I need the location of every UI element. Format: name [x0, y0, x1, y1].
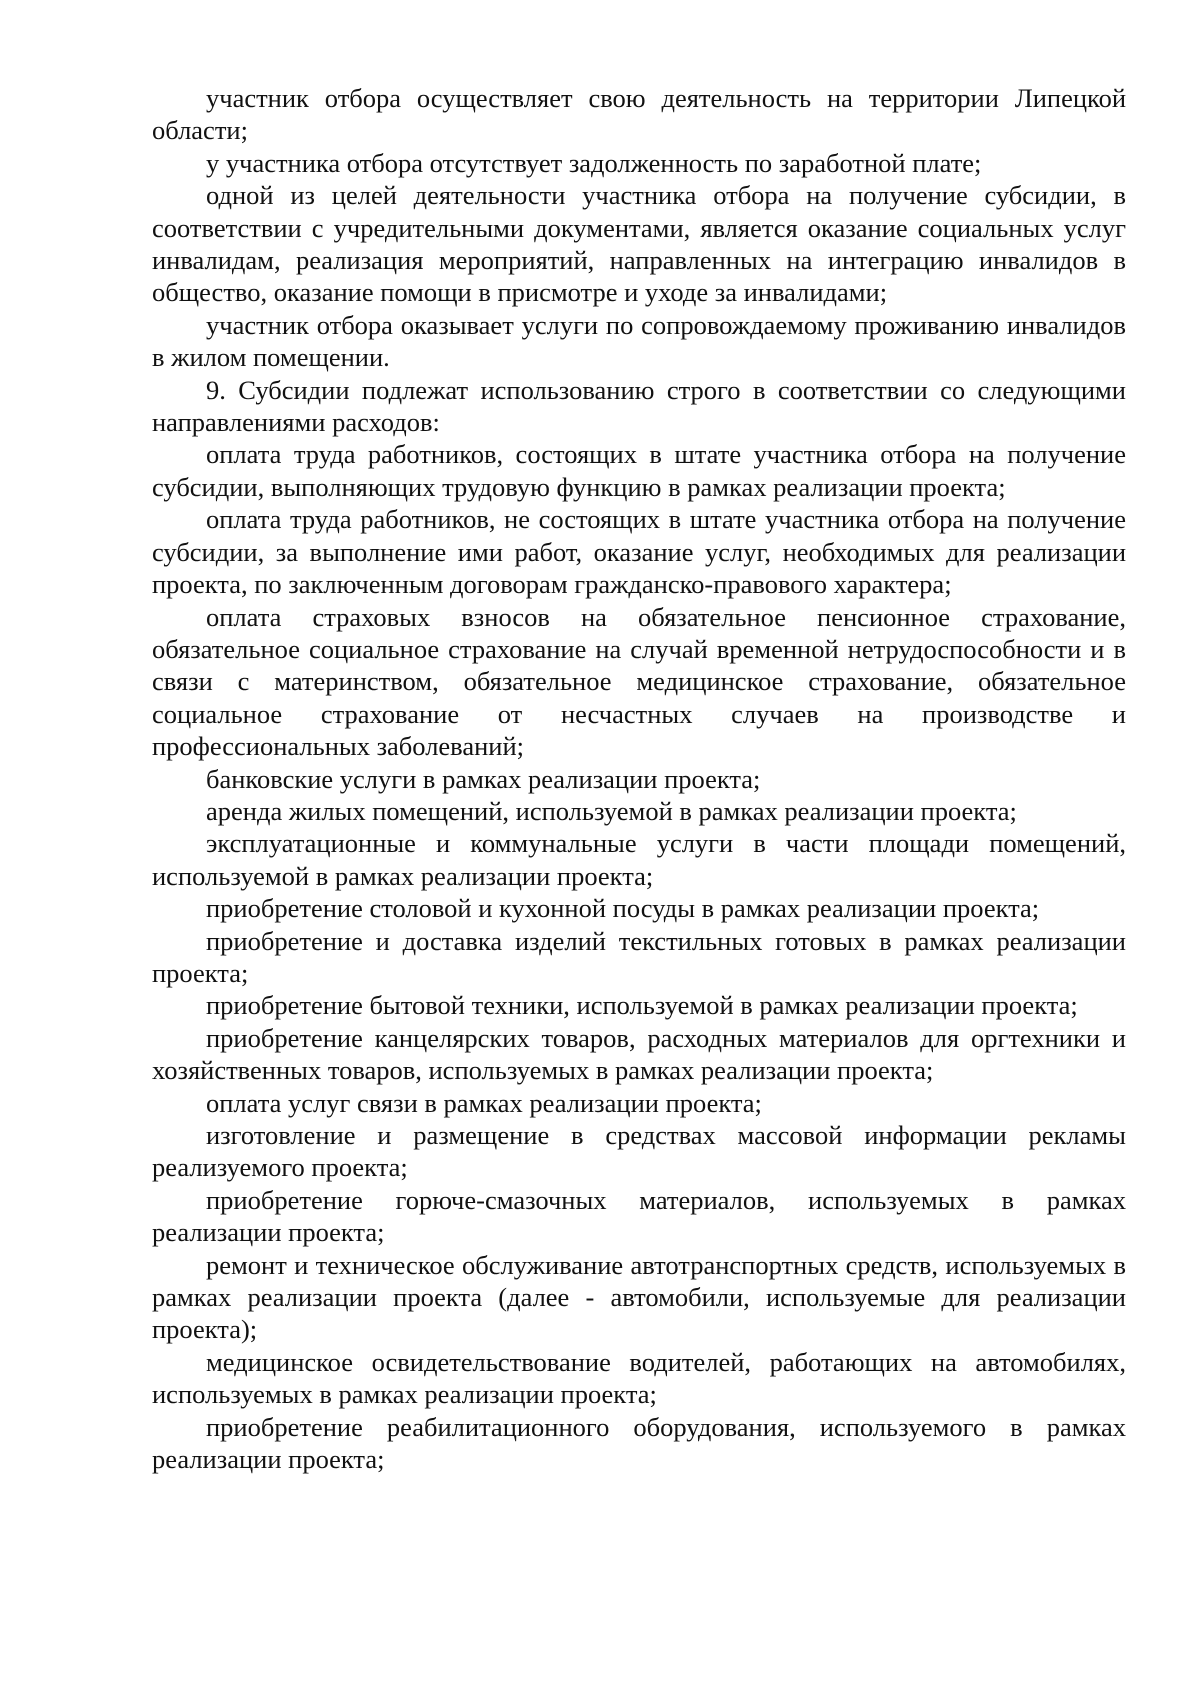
- paragraph-tableware: приобретение столовой и кухонной посуды в рамках реализации проекта;: [206, 893, 1040, 924]
- paragraph-fuel: приобретение горюче-смазочных материалов, используемых в рамках реализации проекта;: [152, 1184, 1126, 1248]
- paragraph-no-wage-debt: у участника отбора отсутствует задолженность по заработной плате;: [206, 147, 982, 178]
- paragraph-rent: аренда жилых помещений, используемой в рамках реализации проекта;: [206, 795, 1017, 826]
- paragraph-appliances: приобретение бытовой техники, используемой в рамках реализации проекта;: [206, 990, 1078, 1021]
- paragraph-territory: участник отбора осуществляет свою деятельность на территории Липецкой области;: [152, 83, 1126, 146]
- paragraph-item-9: 9. Субсидии подлежат использованию строго в соответствии со следующими направлениями расходов:: [152, 374, 1126, 438]
- paragraph-supported-living: участник отбора оказывает услуги по сопровождаемому проживанию инвалидов в жилом помещении.: [152, 309, 1126, 373]
- paragraph-banking: банковские услуги в рамках реализации проекта;: [206, 763, 761, 794]
- paragraph-stationery: приобретение канцелярских товаров, расходных материалов для оргтехники и хозяйственных товаров, используемых в рамках реализации проекта;: [152, 1022, 1126, 1086]
- paragraph-communication: оплата услуг связи в рамках реализации проекта;: [206, 1087, 762, 1118]
- paragraph-staff-wages: оплата труда работников, состоящих в штате участника отбора на получение субсидии, выполняющих трудовую функцию в рамках реализации проекта;: [152, 439, 1126, 502]
- paragraph-vehicle-repair: ремонт и техническое обслуживание автотранспортных средств, используемых в рамках реализации проекта (далее - автомобили, используемые для реализации проекта);: [152, 1249, 1126, 1345]
- paragraph-advertising: изготовление и размещение в средствах массовой информации рекламы реализуемого проекта;: [152, 1120, 1126, 1183]
- paragraph-insurance: оплата страховых взносов на обязательное пенсионное страхование, обязательное социальное страхование на случай временной нетрудоспособности и в связи с материнством, обязательное медицинское страхование, обязательное социальное страхование от несчастных случаев на производстве и профессиональных заболеваний;: [152, 601, 1126, 762]
- paragraph-rehab-equipment: приобретение реабилитационного оборудования, используемого в рамках реализации проекта;: [152, 1411, 1126, 1475]
- paragraph-activity-goals: одной из целей деятельности участника отбора на получение субсидии, в соответствии с учредительными документами, является оказание социальных услуг инвалидам, реализация мероприятий, направленных на интеграцию инвалидов в общество, оказание помощи в присмотре и уходе за инвалидами;: [152, 180, 1126, 308]
- paragraph-driver-medical: медицинское освидетельствование водителей, работающих на автомобилях, используемых в рамках реализации проекта;: [152, 1346, 1126, 1410]
- paragraph-contract-wages: оплата труда работников, не состоящих в штате участника отбора на получение субсидии, за выполнение ими работ, оказание услуг, необходимых для реализации проекта, по заключенным договорам гражданско-правового характера;: [152, 504, 1126, 600]
- paragraph-utilities: эксплуатационные и коммунальные услуги в части площади помещений, используемой в рамках реализации проекта;: [152, 828, 1126, 891]
- document-page: [152, 82, 1126, 1475]
- paragraph-textiles: приобретение и доставка изделий текстильных готовых в рамках реализации проекта;: [152, 925, 1126, 988]
